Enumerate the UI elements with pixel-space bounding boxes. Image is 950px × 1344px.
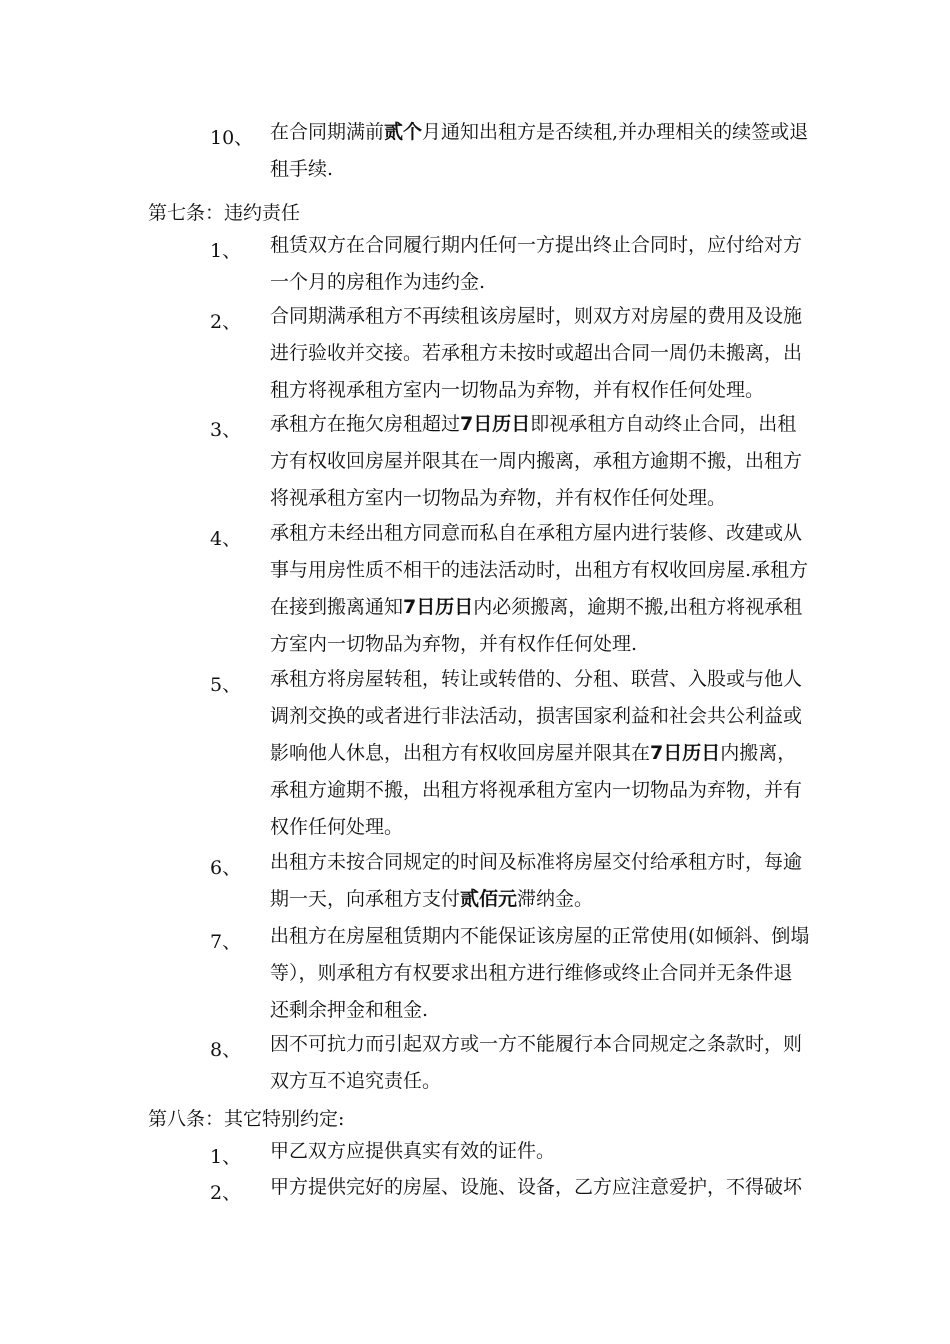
clause-number: 5、 bbox=[210, 674, 242, 696]
clause-text: 在合同期满前贰个月通知出租方是否续租,并办理相关的续签或退租手续. bbox=[270, 121, 809, 180]
clause-text: 甲乙双方应提供真实有效的证件。 bbox=[270, 1140, 556, 1162]
clause-number: 8、 bbox=[210, 1039, 242, 1061]
clause-text: 承租方将房屋转租，转让或转借的、分租、联营、入股或与他人调剂交换的或者进行非法活动，损害国家利益和社会共公利益或影响他人休息，出租方有权收回房屋并限其在7日历日内搬离，承租方逾期不搬，出租方将视承租方室内一切物品为弃物，并有权作任何处理。 bbox=[270, 668, 803, 838]
clause-text: 承租方未经出租方同意而私自在承租方屋内进行装修、改建或从事与用房性质不相干的违法活动时，出租方有权收回房屋.承租方在接到搬离通知7日历日内必须搬离，逾期不搬,出租方将视承租方室内一切物品为弃物，并有权作任何处理. bbox=[270, 522, 809, 655]
clause-text: 合同期满承租方不再续租该房屋时，则双方对房屋的费用及设施进行验收并交接。若承租方未按时或超出合同一周仍未搬离，出租方将视承租方室内一切物品为弃物，并有权作任何处理。 bbox=[270, 305, 803, 401]
clause-number: 7、 bbox=[210, 931, 242, 953]
clause-number: 1、 bbox=[210, 240, 242, 262]
article-8-heading: 第八条：其它特别约定: bbox=[148, 1108, 345, 1130]
clause-number: 10、 bbox=[210, 127, 254, 149]
clause-number: 4、 bbox=[210, 528, 242, 550]
clause-text: 出租方在房屋租赁期内不能保证该房屋的正常使用(如倾斜、倒塌等），则承租方有权要求出租方进行维修或终止合同并无条件退还剩余押金和租金. bbox=[270, 925, 810, 1021]
clause-text: 因不可抗力而引起双方或一方不能履行本合同规定之条款时，则双方互不追究责任。 bbox=[270, 1033, 803, 1092]
clause-number: 1、 bbox=[210, 1146, 242, 1168]
clause-text: 承租方在拖欠房租超过7日历日即视承租方自动终止合同，出租方有权收回房屋并限其在一周内搬离，承租方逾期不搬，出租方将视承租方室内一切物品为弃物，并有权作任何处理。 bbox=[270, 413, 803, 509]
clause-number: 3、 bbox=[210, 419, 242, 441]
article-7-heading: 第七条：违约责任 bbox=[148, 202, 301, 224]
clause-text: 出租方未按合同规定的时间及标准将房屋交付给承租方时，每逾期一天，向承租方支付贰佰元滞纳金。 bbox=[270, 851, 803, 910]
clause-text: 租赁双方在合同履行期内任何一方提出终止合同时，应付给对方一个月的房租作为违约金. bbox=[270, 234, 803, 293]
clause-number: 2、 bbox=[210, 1182, 242, 1204]
clause-number: 2、 bbox=[210, 311, 242, 333]
clause-number: 6、 bbox=[210, 857, 242, 879]
clause-text: 甲方提供完好的房屋、设施、设备，乙方应注意爱护，不得破坏 bbox=[270, 1176, 803, 1198]
